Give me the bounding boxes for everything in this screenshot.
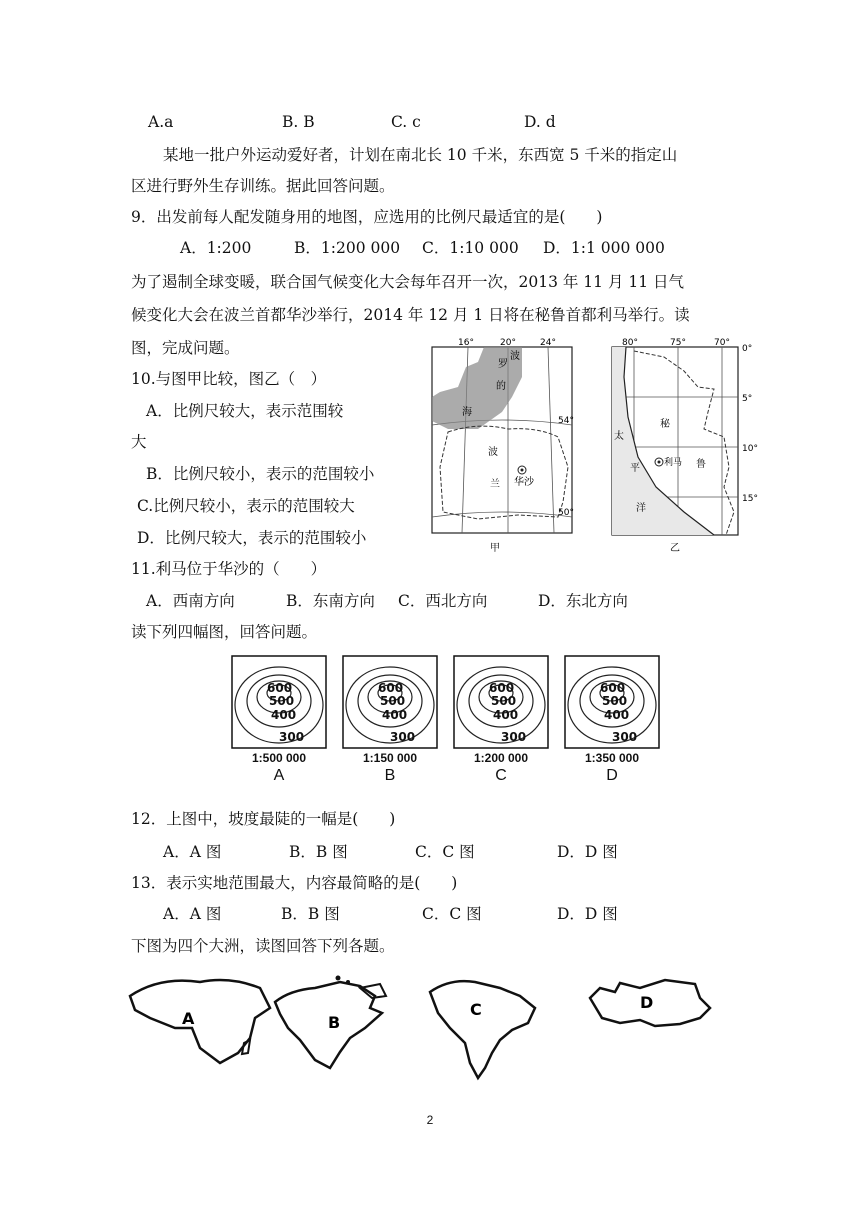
- q8-option-c: C. c: [391, 113, 421, 131]
- map-yi-label-2: 鲁: [696, 459, 706, 470]
- contour-map-a: [231, 655, 327, 749]
- contour-letter-a: A: [273, 767, 285, 784]
- contour-label-400: 400: [493, 708, 519, 722]
- map-yi-label-1: 秘: [660, 419, 670, 430]
- intro-12: 读下列四幅图，回答问题。: [131, 623, 318, 641]
- map-yi-lat-3: 10°: [742, 444, 758, 454]
- contour-label-500: 500: [491, 694, 517, 708]
- intro-14: 下图为四个大洲，读图回答下列各题。: [131, 937, 395, 955]
- intro-9-line-1: 某地一批户外运动爱好者，计划在南北长 10 千米，东西宽 5 千米的指定山: [163, 146, 678, 164]
- q12-option-d: D．D 图: [557, 843, 618, 861]
- continent-a-label: A: [182, 1009, 195, 1028]
- map-yi-lat-1: 0°: [742, 344, 753, 354]
- map-yi: [604, 337, 764, 557]
- contour-map-d: [564, 655, 660, 749]
- q13-stem: 13．表示实地范围最大，内容最简略的是( ): [131, 874, 458, 892]
- contour-label-300: 300: [612, 730, 638, 744]
- contour-label-300: 300: [390, 730, 416, 744]
- map-jia-lon-3: 24°: [540, 338, 556, 348]
- q9-option-a: A．1:200: [180, 239, 252, 257]
- q10-option-a-cont: 大: [131, 433, 147, 451]
- map-jia-label-6: 兰: [490, 479, 500, 490]
- map-jia-label-4: 海: [462, 407, 472, 418]
- q13-option-c: C．C 图: [422, 905, 482, 923]
- contour-letter-b: B: [384, 767, 396, 784]
- q11-option-a: A．西南方向: [146, 592, 235, 610]
- map-jia: [418, 337, 580, 557]
- page-number: 2: [426, 1113, 434, 1127]
- q11-stem: 11.利马位于华沙的（ ）: [131, 560, 327, 578]
- contour-scale-b: 1:150 000: [362, 751, 418, 765]
- contour-label-600: 600: [489, 681, 515, 695]
- contour-label-400: 400: [271, 708, 297, 722]
- map-yi-label-6: 利马: [664, 458, 683, 468]
- intro-9-line-2: 区进行野外生存训练。据此回答问题。: [131, 177, 395, 195]
- map-yi-lon-3: 70°: [714, 338, 730, 348]
- q11-option-b: B．东南方向: [286, 592, 375, 610]
- map-yi-lon-2: 75°: [670, 338, 686, 348]
- contour-label-500: 500: [269, 694, 295, 708]
- map-jia-label-5: 波: [488, 447, 498, 458]
- contour-label-300: 300: [279, 730, 305, 744]
- map-yi-caption: 乙: [670, 543, 680, 554]
- intro-10-line-3: 图，完成问题。: [131, 339, 240, 357]
- contour-letter-c: C: [495, 767, 507, 784]
- map-yi-label-5: 洋: [636, 503, 646, 514]
- contour-label-600: 600: [267, 681, 293, 695]
- map-yi-lat-2: 5°: [742, 394, 753, 404]
- q10-option-d: D．比例尺较大，表示的范围较小: [137, 529, 367, 547]
- continent-b-label: B: [328, 1013, 341, 1032]
- contour-label-600: 600: [378, 681, 404, 695]
- q12-option-a: A．A 图: [163, 843, 222, 861]
- q9-option-d: D．1:1 000 000: [543, 239, 665, 257]
- intro-10-line-2: 候变化大会在波兰首都华沙举行，2014 年 12 月 1 日将在秘鲁首都利马举行。读: [131, 306, 690, 324]
- q12-option-b: B．B 图: [289, 843, 348, 861]
- map-jia-label-7: 华沙: [514, 477, 534, 488]
- q10-stem: 10.与图甲比较，图乙（ ）: [131, 370, 327, 388]
- map-jia-lon-2: 20°: [500, 338, 516, 348]
- q10-option-a: A．比例尺较大，表示范围较: [146, 402, 344, 420]
- continents-figure: [120, 968, 720, 1083]
- contour-label-600: 600: [600, 681, 626, 695]
- map-yi-lat-4: 15°: [742, 494, 758, 504]
- q8-option-a: A.a: [148, 113, 174, 131]
- q9-stem: 9．出发前每人配发随身用的地图，应选用的比例尺最适宜的是( ): [131, 208, 603, 226]
- map-yi-lon-1: 80°: [622, 338, 638, 348]
- contour-map-c: [453, 655, 549, 749]
- q11-option-c: C．西北方向: [398, 592, 488, 610]
- map-jia-label-1: 波: [510, 351, 520, 362]
- continent-c-shape: [430, 981, 535, 1078]
- contour-map-b: [342, 655, 438, 749]
- contour-label-300: 300: [501, 730, 527, 744]
- q12-stem: 12．上图中，坡度最陡的一幅是( ): [131, 810, 396, 828]
- q10-option-c: C.比例尺较小，表示的范围较大: [137, 497, 355, 515]
- map-jia-label-3: 的: [496, 381, 506, 392]
- continent-d-label: D: [640, 993, 654, 1012]
- contour-letter-d: D: [606, 767, 618, 784]
- q9-option-b: B．1:200 000: [294, 239, 401, 257]
- q13-option-a: A．A 图: [163, 905, 222, 923]
- intro-10-line-1: 为了遏制全球变暖，联合国气候变化大会每年召开一次，2013 年 11 月 11 日气: [131, 273, 685, 291]
- q8-option-b: B. B: [282, 113, 315, 131]
- map-yi-label-3: 太: [614, 431, 624, 442]
- q11-option-d: D．东北方向: [538, 592, 628, 610]
- map-jia-lat-2: 50°: [558, 508, 574, 518]
- map-jia-lon-1: 16°: [458, 338, 474, 348]
- contour-label-500: 500: [380, 694, 406, 708]
- q13-option-d: D．D 图: [557, 905, 618, 923]
- q10-option-b: B．比例尺较小，表示的范围较小: [146, 465, 375, 483]
- contour-label-400: 400: [382, 708, 408, 722]
- contour-scale-d: 1:350 000: [584, 751, 640, 765]
- q13-option-b: B．B 图: [281, 905, 340, 923]
- map-jia-lat-1: 54°: [558, 416, 574, 426]
- continent-c-label: C: [470, 1000, 482, 1019]
- contour-label-500: 500: [602, 694, 628, 708]
- contour-scale-c: 1:200 000: [473, 751, 529, 765]
- map-jia-caption: 甲: [490, 543, 500, 554]
- q8-option-d: D. d: [524, 113, 556, 131]
- map-yi-label-4: 平: [630, 463, 640, 474]
- map-jia-label-2: 罗: [498, 359, 508, 370]
- contour-scale-a: 1:500 000: [251, 751, 307, 765]
- q12-option-c: C．C 图: [415, 843, 475, 861]
- q9-option-c: C．1:10 000: [422, 239, 519, 257]
- contour-label-400: 400: [604, 708, 630, 722]
